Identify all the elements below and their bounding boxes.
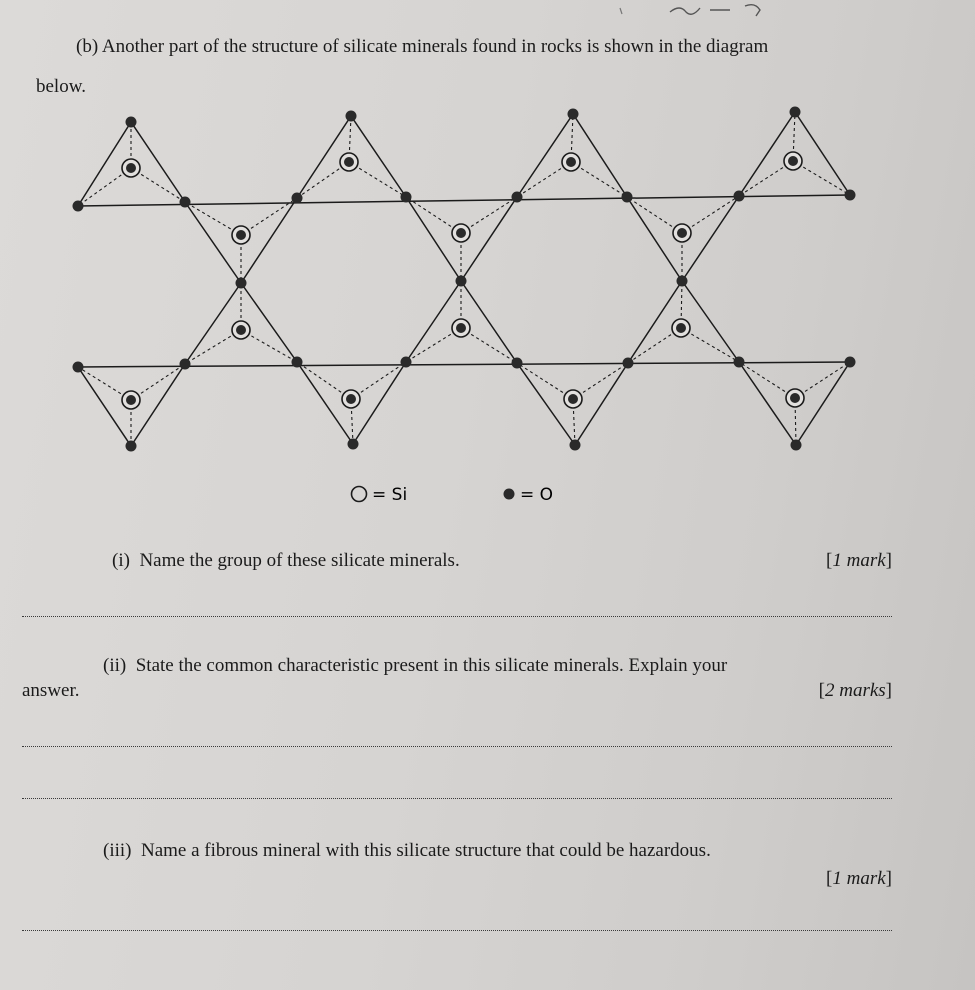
silicon-core xyxy=(236,230,246,240)
oxygen-atom xyxy=(126,441,137,452)
legend-o-symbol xyxy=(504,489,515,500)
oxygen-atom xyxy=(292,357,303,368)
tetra-edge xyxy=(185,283,241,364)
handwritten-scribble xyxy=(560,0,820,22)
oxygen-atom xyxy=(845,357,856,368)
oxygen-atom xyxy=(677,276,688,287)
si-o-bond xyxy=(517,363,573,399)
si-o-bond xyxy=(573,363,628,399)
silicon-core xyxy=(788,156,798,166)
si-o-bond xyxy=(406,197,461,233)
si-o-bond xyxy=(627,197,682,233)
oxygen-atom xyxy=(845,190,856,201)
part-b-line1: Another part of the structure of silicate minerals found in rocks is shown in the diagram xyxy=(101,36,769,57)
legend xyxy=(352,485,554,505)
question-i-marks: [1 mark] xyxy=(826,550,892,571)
silicon-core xyxy=(676,323,686,333)
silicon-core xyxy=(236,325,246,335)
question-ii-text: State the common characteristic present in this silicate minerals. Explain your xyxy=(135,655,728,676)
tetra-edge xyxy=(461,281,517,363)
part-b-label: (b) xyxy=(76,36,99,57)
question-ii xyxy=(103,655,727,677)
si-o-bond xyxy=(461,197,517,233)
oxygen-atom xyxy=(348,439,359,450)
oxygen-atom xyxy=(512,358,523,369)
question-ii-number: (ii) xyxy=(103,655,127,676)
si-o-bond xyxy=(185,330,241,364)
silicon-core xyxy=(790,393,800,403)
answer-line-i[interactable] xyxy=(22,616,892,617)
silicon-core xyxy=(346,394,356,404)
tetra-edge xyxy=(573,114,627,197)
legend-si-symbol xyxy=(352,487,367,502)
oxygen-atom xyxy=(734,357,745,368)
question-iii-number: (iii) xyxy=(103,840,132,861)
oxygen-atom xyxy=(180,197,191,208)
si-o-bond xyxy=(351,362,406,399)
tetra-edge xyxy=(461,197,517,281)
oxygen-atom xyxy=(401,357,412,368)
answer-line-ii-1[interactable] xyxy=(22,746,892,747)
question-i xyxy=(112,550,460,572)
oxygen-atom xyxy=(236,278,247,289)
oxygen-atom xyxy=(180,359,191,370)
tetra-edge xyxy=(131,122,185,202)
oxygen-atom xyxy=(292,193,303,204)
tetra-edge xyxy=(185,202,241,283)
si-o-bond xyxy=(297,362,351,399)
silicate-chain-diagram xyxy=(0,100,975,520)
tetra-edge xyxy=(795,112,850,195)
tetra-edge xyxy=(241,198,297,283)
tetra-edge xyxy=(796,362,850,445)
si-o-bond xyxy=(682,196,739,233)
answer-line-iii[interactable] xyxy=(22,930,892,931)
part-b-line2: below. xyxy=(36,76,86,97)
tetra-edge xyxy=(406,197,461,281)
oxygen-atom xyxy=(791,440,802,451)
si-o-bond xyxy=(795,362,850,398)
question-i-text: Name the group of these silicate minerals. xyxy=(139,550,460,571)
tetra-edge xyxy=(353,362,406,444)
tetra-edge xyxy=(351,116,406,197)
question-iii-marks: [1 mark] xyxy=(826,868,892,889)
legend-o-label: = O xyxy=(520,485,554,505)
silicon-core xyxy=(456,228,466,238)
silicon-core xyxy=(677,228,687,238)
tetra-edge xyxy=(682,281,739,362)
oxygen-atom xyxy=(790,107,801,118)
oxygen-atom xyxy=(570,440,581,451)
part-b-intro xyxy=(76,36,768,58)
answer-line-ii-2[interactable] xyxy=(22,798,892,799)
tetra-edge xyxy=(406,281,461,362)
tetra-edge xyxy=(78,367,131,446)
si-o-bond xyxy=(349,162,406,197)
tetra-edge xyxy=(627,197,682,281)
oxygen-atom xyxy=(622,192,633,203)
silicon-core xyxy=(456,323,466,333)
silicon-core xyxy=(566,157,576,167)
tetra-edge xyxy=(575,363,628,445)
oxygen-atom xyxy=(73,201,84,212)
oxygen-atom xyxy=(73,362,84,373)
question-ii-text2: answer. xyxy=(22,680,80,701)
question-iii-text: Name a fibrous mineral with this silicate structure that could be hazardous. xyxy=(141,840,711,861)
silicon-core xyxy=(344,157,354,167)
oxygen-atom xyxy=(512,192,523,203)
oxygen-atom xyxy=(126,117,137,128)
oxygen-atom xyxy=(456,276,467,287)
si-o-bond xyxy=(571,162,627,197)
si-o-bond xyxy=(739,362,795,398)
silicon-core xyxy=(126,395,136,405)
oxygen-atom xyxy=(568,109,579,120)
question-iii xyxy=(103,840,711,862)
tetra-edge xyxy=(241,283,297,362)
legend-si-label: = Si xyxy=(372,485,408,505)
silicon-core xyxy=(126,163,136,173)
oxygen-atom xyxy=(734,191,745,202)
oxygen-atom xyxy=(401,192,412,203)
tetra-edge xyxy=(682,196,739,281)
si-o-bond xyxy=(793,161,850,195)
silicon-core xyxy=(568,394,578,404)
oxygen-atom xyxy=(623,358,634,369)
question-ii-marks: [2 marks] xyxy=(818,680,892,701)
question-i-number: (i) xyxy=(112,550,130,571)
si-o-bond xyxy=(681,328,739,362)
si-o-bond xyxy=(461,328,517,363)
oxygen-atom xyxy=(346,111,357,122)
